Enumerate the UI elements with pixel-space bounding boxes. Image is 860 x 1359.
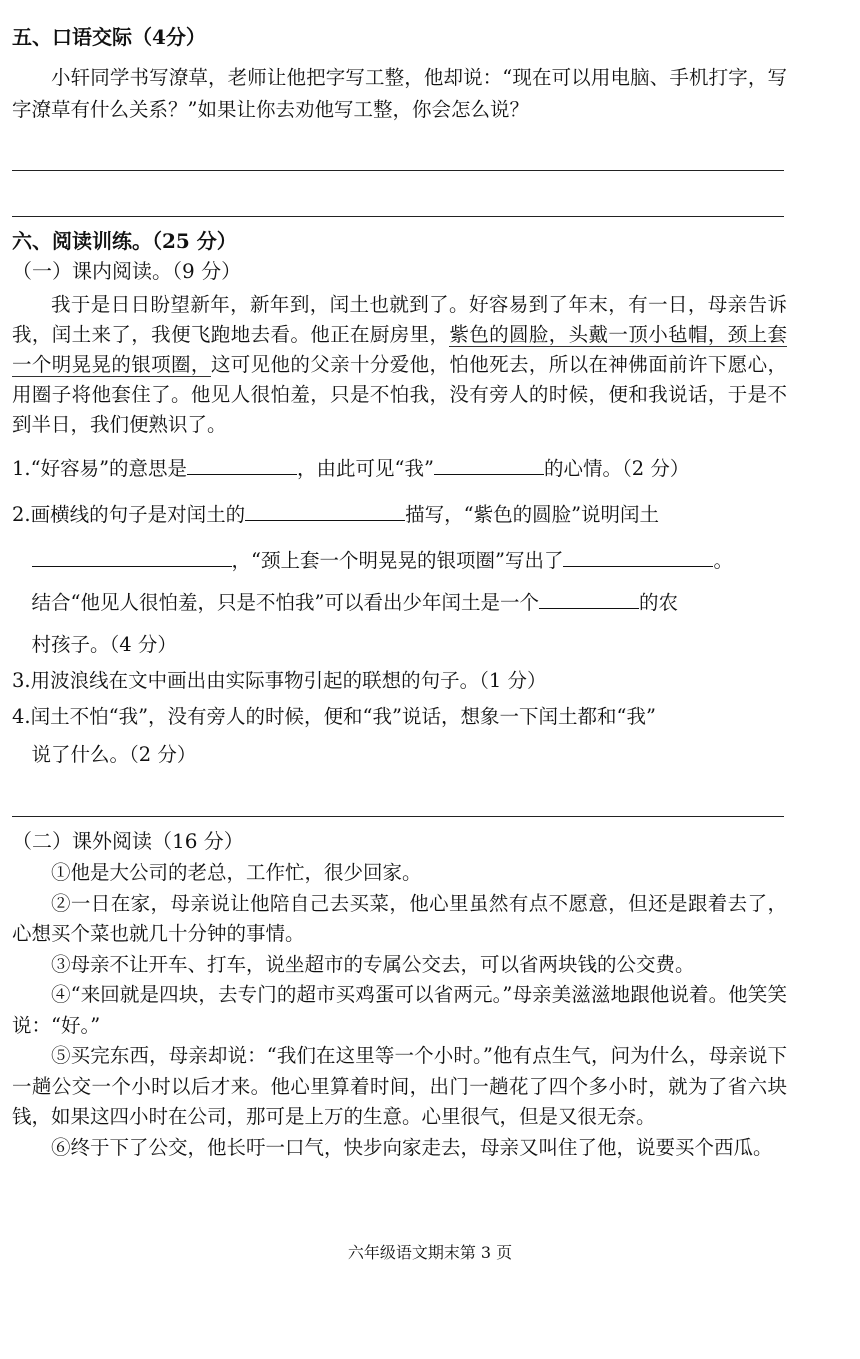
answer-line-3 [12,816,784,817]
question-4: 4.闰土不怕“我”，没有旁人的时候，便和“我”说话，想象一下闰土都和“我” [12,705,656,728]
q1-text-c: 的心情。（2 分） [544,457,690,480]
section5-question: 小轩同学书写潦草，老师让他把字写工整，他却说：“现在可以用电脑、手机打字，写字潦草有什么关系？”如果让你去劝他写工整，你会怎么说？ [12,66,787,121]
q2-blank-1[interactable] [245,519,405,521]
question-2 [12,496,787,534]
q2-blank-2[interactable] [32,565,232,567]
q1-blank-2[interactable] [434,473,544,475]
passage-paragraph-6: ⑥终于下了公交，他长吁一口气，快步向家走去，母亲又叫住了他，说要买个西瓜。 [51,1135,773,1159]
passage-text [12,290,787,440]
question-2-line3 [12,584,807,622]
section6-title: 六、阅读训练。（25 分） [12,229,237,253]
passage-paragraph-5: ⑤买完东西，母亲却说：“我们在这里等一个小时。”他有点生气，问为什么，母亲说下一趟公交一个小时以后才来。他心里算着时间，出门一趟花了四个多小时，就为了省六块钱，如果这四小时在公司，那可是上万的生意。心里很气，但是又很无奈。 [12,1044,787,1128]
q2-text-b: 描写，“紫色的圆脸”说明闰土 [405,503,660,526]
q2-blank-3[interactable] [563,565,713,567]
q1-blank-1[interactable] [187,473,297,475]
part2-title: （二）课外阅读（16 分） [12,829,244,853]
question-1 [12,450,787,488]
answer-line-2 [12,216,784,217]
q1-text-b: ，由此可见“我” [297,457,434,480]
q2-text-f: 的农 [638,591,678,614]
passage-paragraph-3: ③母亲不让开车、打车，说坐超市的专属公交去，可以省两块钱的公交费。 [51,952,695,976]
underlined-sentence: 紫色的圆脸，头戴一顶小毡帽，颈上套一个明晃晃的银项圈， [12,323,787,376]
part1-title: （一）课内阅读。（9 分） [12,259,242,283]
section5-title: 五、口语交际（4分） [12,25,206,49]
q1-text-a: 1.“好容易”的意思是 [12,457,188,480]
question-2-line2 [12,542,807,580]
question-2-line4: 村孩子。（4 分） [31,633,177,656]
passage-paragraph-1: ①他是大公司的老总，工作忙，很少回家。 [51,861,422,884]
passage-after: 这可见他的父亲十分爱他，怕他死去，所以在神佛面前许下愿心，用圈子将他套住了。他见人很怕羞，只是不怕我，没有旁人的时候，便和我说话，于是不到半日，我们便熟识了。 [12,353,787,436]
extra-reading-passage [12,858,787,1163]
q2-text-c: ，“颈上套一个明晃晃的银项圈”写出了 [231,549,564,572]
passage-before: 我于是日日盼望新年，新年到，闰土也就到了。好容易到了年末，有一日，母亲告诉我，闰土来了，我便飞跑地去看。他正在厨房里， [12,293,787,346]
q2-text-e: 结合“他见人很怕羞，只是不怕我”可以看出少年闰土是一个 [31,591,539,614]
passage-paragraph-2: ②一日在家，母亲说让他陪自己去买菜，他心里虽然有点不愿意，但还是跟着去了，心想买个菜也就几十分钟的事情。 [12,891,787,945]
answer-line-1 [12,170,784,171]
q2-text-d: 。 [713,549,733,572]
q2-blank-4[interactable] [539,607,639,609]
question-3: 3.用波浪线在文中画出由实际事物引起的联想的句子。（1 分） [12,669,547,692]
page-footer: 六年级语文期末第 3 页 [347,1243,513,1262]
question-4-line2: 说了什么。（2 分） [31,743,197,766]
q2-text-a: 2.画横线的句子是对闰土的 [12,503,246,526]
passage-paragraph-4: ④“来回就是四块，去专门的超市买鸡蛋可以省两元。”母亲美滋滋地跟他说着。他笑笑说：“好。” [12,983,787,1037]
